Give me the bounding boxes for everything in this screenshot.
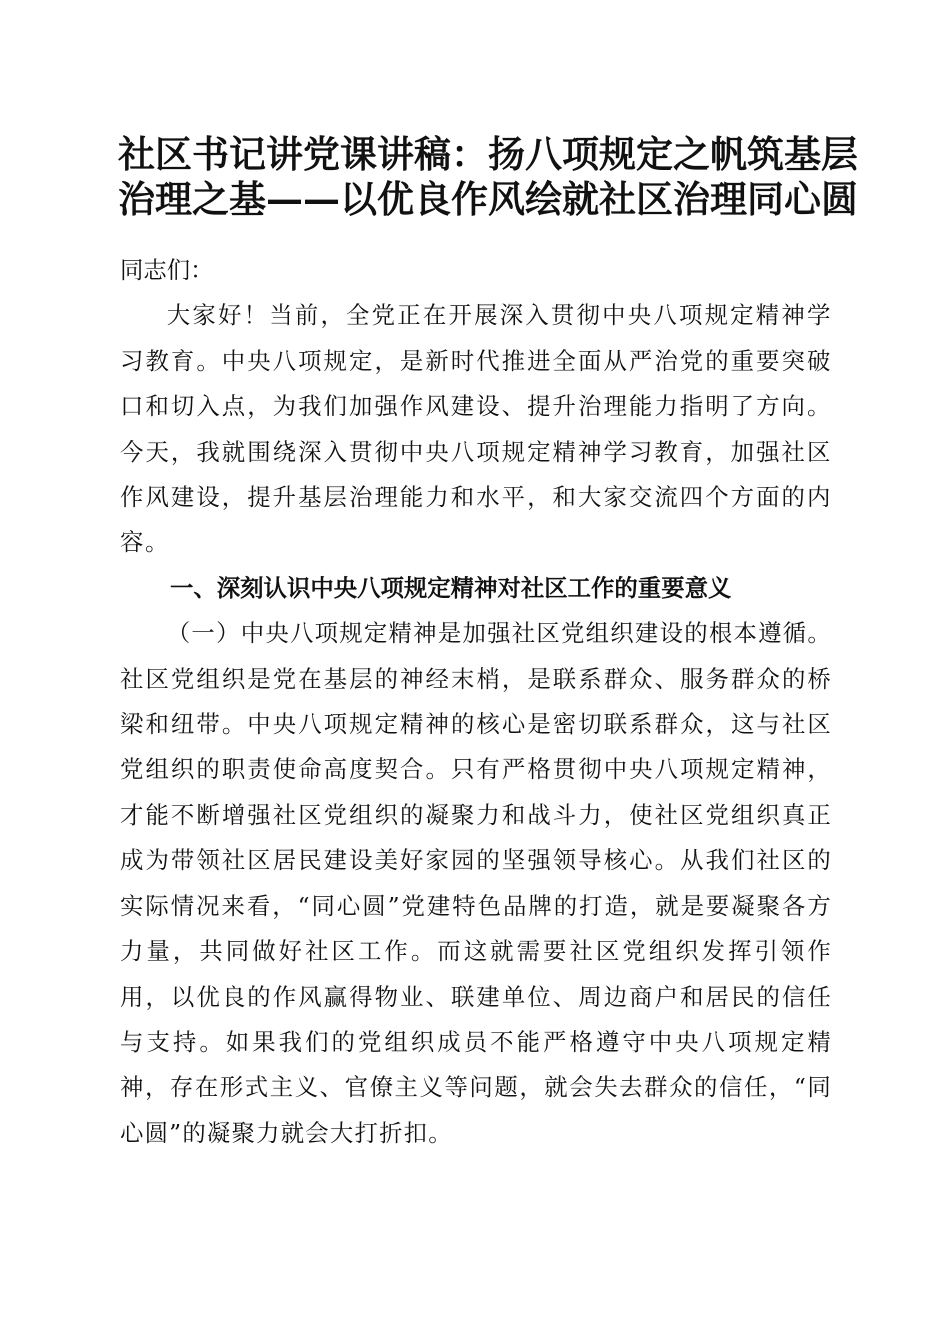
intro-paragraph: 大家好！当前，全党正在开展深入贯彻中央八项规定精神学习教育。中央八项规定，是新时代推进全面从严治党的重要突破口和切入点，为我们加强作风建设、提升治理能力指明了方向。今天，我就围绕深入贯彻中央八项规定精神学习教育，加强社区作风建设，提升基层治理能力和水平，和大家交流四个方面的内容。 (120, 301, 832, 557)
subsection-paragraph-1: （一）中央八项规定精神是加强社区党组织建设的根本遵循。社区党组织是党在基层的神经末梢，是联系群众、服务群众的桥梁和纽带。中央八项规定精神的核心是密切联系群众，这与社区党组织的职责使命高度契合。只有严格贯彻中央八项规定精神，才能不断增强社区党组织的凝聚力和战斗力，使社区党组织真正成为带领社区居民建设美好家园的坚强领导核心。从我们社区的实际情况来看，“同心圆”党建特色品牌的打造，就是要凝聚各方力量，共同做好社区工作。而这就需要社区党组织发挥引领作用，以优良的作风赢得物业、联建单位、周边商户和居民的信任与支持。如果我们的党组织成员不能严格遵守中央八项规定精神，存在形式主义、官僚主义等问题，就会失去群众的信任，“同心圆”的凝聚力就会大打折扣。 (120, 619, 832, 1147)
title-line-2: 治理之基——以优良作风绘就社区治理同心圆 (118, 177, 858, 221)
salutation: 同志们： (120, 256, 214, 284)
section-heading-1: 一、深刻认识中央八项规定精神对社区工作的重要意义 (170, 573, 732, 602)
document-title (118, 132, 858, 222)
title-line-1: 社区书记讲党课讲稿：扬八项规定之帆筑基层 (118, 132, 858, 176)
document-body (120, 248, 832, 1156)
